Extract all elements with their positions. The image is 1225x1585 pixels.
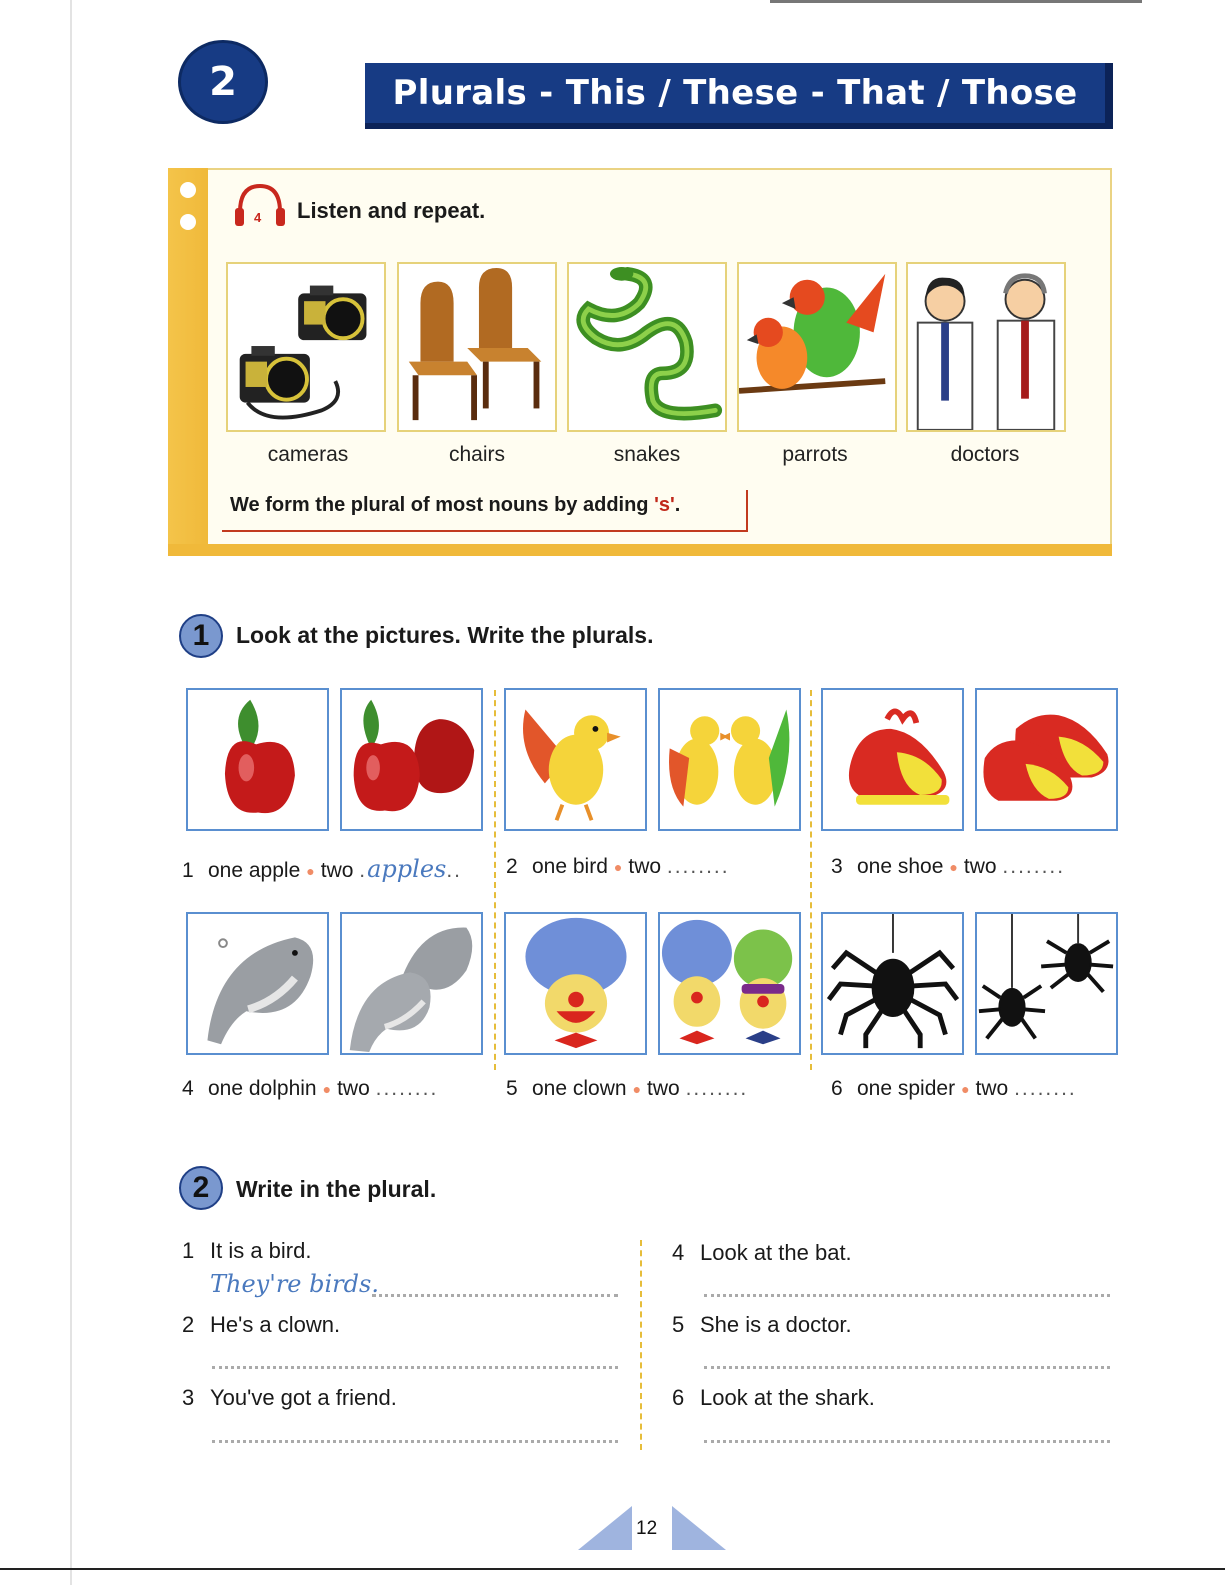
grammar-rule-suffix: 's': [654, 494, 675, 516]
exercise-1-item-2: [506, 855, 730, 879]
clown-pair-picture: [658, 912, 801, 1055]
item-sentence: It is a bird.: [210, 1238, 312, 1263]
item-two: two: [628, 855, 662, 878]
exercise-1-number: [179, 614, 223, 658]
item-number: 5: [672, 1312, 685, 1337]
exercise-2-item-5-answer-line[interactable]: [704, 1364, 1110, 1369]
parrot-picture: [737, 262, 897, 432]
column-separator: [810, 690, 812, 1070]
item-two: two: [647, 1077, 680, 1100]
unit-title: Plurals - This / These - That / Those: [392, 73, 1078, 113]
item-two: two: [320, 859, 354, 882]
exercise-2-item-1-answer[interactable]: They're birds.: [210, 1270, 379, 1298]
apple-single-picture: [186, 688, 329, 831]
spider-pair-picture: [975, 912, 1118, 1055]
doctor-picture: [906, 262, 1066, 432]
bullet-icon: ●: [632, 1081, 642, 1098]
bird-pair-picture: [658, 688, 801, 831]
item-number: 6: [831, 1077, 843, 1100]
grammar-rule-box: [222, 490, 748, 532]
page-corner-left-icon: [578, 1506, 632, 1550]
spider-single-picture: [821, 912, 964, 1055]
exercise-2-item-1: [182, 1238, 311, 1264]
item-number: 6: [672, 1385, 685, 1410]
exercise-1-item-5-answer[interactable]: ........: [685, 1077, 749, 1100]
item-two: two: [963, 855, 997, 878]
item-singular: one bird: [532, 855, 608, 878]
exercise-2-item-3: [182, 1385, 397, 1411]
shoe-single-picture: [821, 688, 964, 831]
exercise-1-item-3-answer[interactable]: ........: [1002, 855, 1066, 878]
camera-picture: [226, 262, 386, 432]
exercise-2-number-text: 2: [192, 1171, 210, 1204]
word-chairs: chairs: [448, 443, 506, 466]
item-sentence: He's a clown.: [210, 1312, 341, 1337]
item-sentence: You've got a friend.: [210, 1385, 397, 1410]
presentation-instruction: Listen and repeat.: [297, 198, 486, 223]
exercise-1-number-text: 1: [192, 619, 210, 652]
shoe-pair-picture: [975, 688, 1118, 831]
unit-number-badge: [178, 40, 268, 124]
unit-number: 2: [209, 59, 237, 105]
dolphin-single-picture: [186, 912, 329, 1055]
item-singular: one shoe: [857, 855, 944, 878]
snake-picture: [567, 262, 727, 432]
item-number: 3: [831, 855, 843, 878]
page-margin-line: [70, 0, 72, 1585]
item-two: two: [975, 1077, 1009, 1100]
exercise-2-item-2-answer-line[interactable]: [212, 1364, 618, 1369]
grammar-rule-end: .: [674, 494, 681, 516]
exercise-2-number: [179, 1166, 223, 1210]
item-sentence: She is a doctor.: [700, 1312, 852, 1337]
item-two: two: [337, 1077, 370, 1100]
word-doctors: doctors: [950, 443, 1020, 466]
bird-single-picture: [504, 688, 647, 831]
apple-pair-picture: [340, 688, 483, 831]
exercise-1-item-3: [831, 855, 1065, 879]
answer-dots: ..: [446, 859, 463, 882]
exercise-2-item-5: [672, 1312, 852, 1338]
chair-picture: [397, 262, 557, 432]
item-number: 4: [672, 1240, 685, 1265]
grammar-rule-text: We form the plural of most nouns by adding: [230, 494, 649, 516]
item-number: 3: [182, 1385, 195, 1410]
bullet-icon: ●: [322, 1081, 332, 1098]
exercise-1-item-5: [506, 1077, 748, 1101]
word-cameras: cameras: [267, 443, 349, 466]
page-bottom-rule: [0, 1568, 1225, 1570]
item-number: 5: [506, 1077, 518, 1100]
item-number: 1: [182, 1238, 195, 1263]
exercise-1-item-1-answer[interactable]: apples: [367, 855, 447, 883]
word-snakes: snakes: [613, 443, 681, 466]
column-separator: [494, 690, 496, 1070]
item-sentence: Look at the shark.: [700, 1385, 875, 1410]
page-corner-right-icon: [672, 1506, 726, 1550]
exercise-1-item-6-answer[interactable]: ........: [1014, 1077, 1077, 1100]
column-separator: [640, 1240, 642, 1450]
exercise-2-item-4: [672, 1240, 852, 1266]
exercise-1-item-2-answer[interactable]: ........: [666, 855, 730, 878]
item-singular: one apple: [208, 859, 301, 882]
exercise-1-title: Look at the pictures. Write the plurals.: [236, 622, 654, 648]
bullet-icon: ●: [961, 1081, 970, 1098]
exercise-2-title: Write in the plural.: [236, 1176, 437, 1202]
bullet-icon: ●: [306, 863, 315, 880]
item-number: 4: [182, 1077, 194, 1100]
exercise-1-item-6: [831, 1077, 1077, 1101]
page-top-rule: [770, 0, 1142, 3]
exercise-2-item-2: [182, 1312, 340, 1338]
item-number: 1: [182, 859, 194, 882]
item-number: 2: [506, 855, 518, 878]
item-singular: one clown: [532, 1077, 627, 1100]
item-singular: one dolphin: [208, 1077, 317, 1100]
answer-dots: .: [359, 859, 368, 882]
exercise-1-item-4: [182, 1077, 438, 1101]
bullet-icon: ●: [613, 859, 623, 876]
audio-track-number: 4: [254, 210, 262, 225]
item-number: 2: [182, 1312, 195, 1337]
exercise-2-item-6-answer-line[interactable]: [704, 1438, 1110, 1443]
binder-hole: [180, 214, 196, 230]
presentation-bottom-strip: [168, 544, 1112, 556]
answer-line[interactable]: [372, 1292, 618, 1297]
item-sentence: Look at the bat.: [700, 1240, 852, 1265]
bullet-icon: ●: [949, 859, 958, 876]
exercise-2-item-6: [672, 1385, 875, 1411]
dolphin-pair-picture: [340, 912, 483, 1055]
unit-title-bar: [365, 63, 1113, 129]
exercise-1-item-1: [182, 855, 462, 883]
binder-hole: [180, 182, 196, 198]
item-singular: one spider: [857, 1077, 956, 1100]
word-parrots: parrots: [782, 443, 848, 466]
exercise-2-item-4-answer-line[interactable]: [704, 1292, 1110, 1297]
exercise-2-item-3-answer-line[interactable]: [212, 1438, 618, 1443]
clown-single-picture: [504, 912, 647, 1055]
page-number: 12: [636, 1518, 658, 1539]
exercise-1-item-4-answer[interactable]: ........: [375, 1077, 439, 1100]
